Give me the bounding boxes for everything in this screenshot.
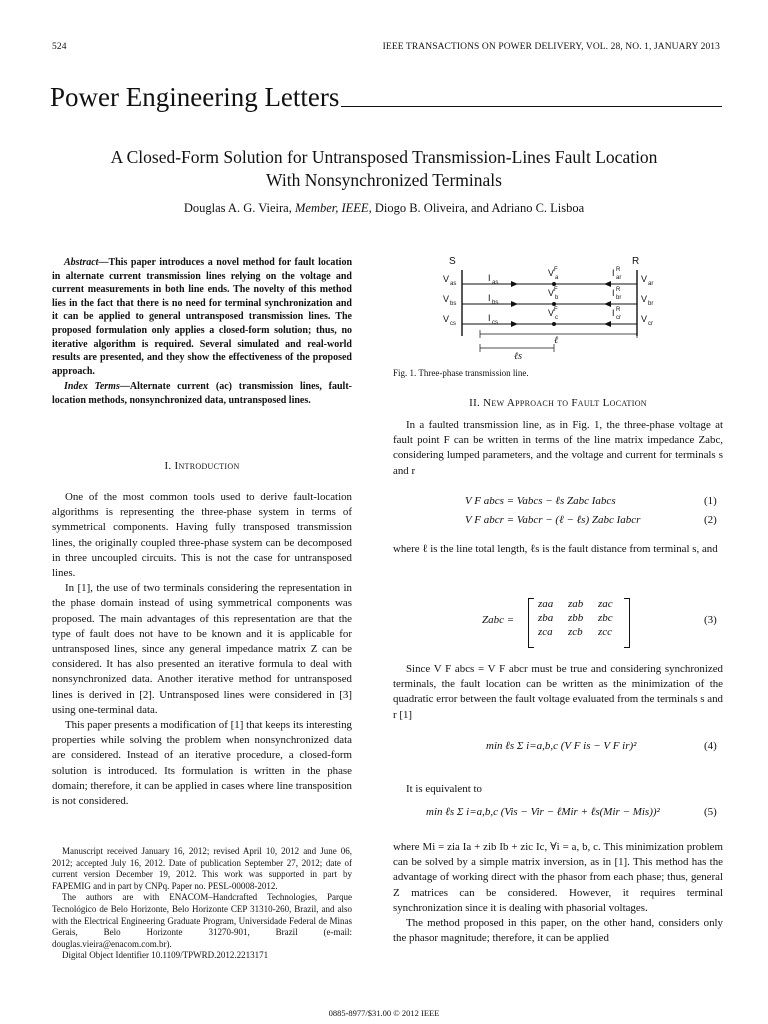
label-vbr: V <box>641 294 648 304</box>
paper-title-line1: A Closed-Form Solution for Untransposed Transmission-Lines Fault Location <box>110 147 658 167</box>
section2-p4-text: It is equivalent to <box>406 783 482 795</box>
label-iar-sup: R <box>616 267 621 273</box>
equation-2-number: (2) <box>704 514 717 526</box>
equation-5: min ℓs Σ i=a,b,c (Vis − Vir − ℓMir + ℓs(Mir − Mis))² <box>426 806 660 818</box>
label-length-total: ℓ <box>554 335 559 346</box>
label-icr: I <box>612 308 615 318</box>
matrix-cell: zaa <box>538 598 554 610</box>
matrix-left-bracket <box>528 598 534 648</box>
matrix-cell: zab <box>568 598 584 610</box>
label-ias-sub: as <box>492 280 499 286</box>
intro-paragraph-3: This paper presents a modification of [1] that keeps its interesting properties while solving the problem when nonsynchronized data are considered. Instead of an iterative procedure, a closed-form solution is introduced. Its formulation is written in the phase domain; therefore, it can be applied in cases where line transposition is not considered. <box>52 719 352 808</box>
page-footer: 0885-8977/$31.00 © 2012 IEEE <box>328 1008 440 1018</box>
label-vas-sub: as <box>450 281 457 287</box>
section2-p6-text: The method proposed in this paper, on the other hand, considers only the phasor magnitude; therefore, it can be applied <box>393 917 723 945</box>
label-vas: V <box>443 274 450 284</box>
intro-heading-text: Introduction <box>174 460 240 472</box>
label-vfc: V <box>548 308 555 318</box>
section-title <box>50 82 722 113</box>
intro-heading <box>52 460 352 472</box>
footnote-manuscript: Manuscript received January 16, 2012; revised April 10, 2012 and June 06, 2012; accepted July 16, 2012. Date of publication September 27, 2012; date of current version December 19, 2012. This work was supported in part by FAPEMIG and in part by CNPq. Paper no. PESL-00008-2012. <box>52 846 352 891</box>
abstract <box>52 256 352 378</box>
section2-heading-num: II. <box>469 397 481 409</box>
label-ics-sub: cs <box>492 320 498 326</box>
section2-p5-text: where Mi = zia Ia + zib Ib + zic Ic, ∀i = a, b, c. This minimization problem can be solved by a simple matrix inversion, as in [1]. This method has the advantage of working direct with the phasor from each phase; thus, general Z matrices can be considered. However, it requires terminal synchronization since it is dealing with phasorial voltages. <box>393 841 723 914</box>
label-vbs-sub: bs <box>450 301 457 307</box>
label-vcs-sub: cs <box>450 321 456 327</box>
equation-3-number: (3) <box>704 614 717 626</box>
label-iar: I <box>612 268 615 278</box>
matrix-cell: zac <box>598 598 613 610</box>
matrix-cell: zca <box>538 626 553 638</box>
intro-heading-num: I. <box>164 460 172 472</box>
index-terms <box>52 380 352 407</box>
section2-paragraph-2 <box>393 542 723 557</box>
label-ibr-sup: R <box>616 287 621 293</box>
matrix-cell: zba <box>538 612 554 624</box>
label-var-sub: ar <box>648 281 654 287</box>
section2-p1-text: In a faulted transmission line, as in Fig. 1, the three-phase voltage at fault point F can be written in terms of the line matrix impedance Zabc, considering lumped parameters, and the voltage and current for terminals s and r <box>393 419 723 477</box>
terminal-r-label: R <box>632 256 640 267</box>
label-vfb-sub: b <box>555 295 559 301</box>
equation-4-number: (4) <box>704 740 717 752</box>
author-1-role: Member, IEEE, <box>294 201 372 215</box>
equation-5-number: (5) <box>704 806 717 818</box>
footnote <box>52 846 352 962</box>
index-terms-lead: Index Terms <box>64 381 120 392</box>
label-length-fault: ℓs <box>514 351 523 362</box>
page-number: 524 <box>52 42 67 52</box>
label-ibs: I <box>488 293 491 303</box>
author-1: Douglas A. G. Vieira, <box>183 201 292 215</box>
paper-title <box>40 146 728 192</box>
section2-heading-text: New Approach to Fault Location <box>483 397 647 409</box>
label-vcr-sub: cr <box>648 321 653 327</box>
section2-p3-text: Since V F abcs = V F abcr must be true and considering synchronized terminals, the fault location can be written as the minimization of the quadratic error between the fault voltage evaluated from the terminals s and r [1] <box>393 663 723 721</box>
footnote-doi: Digital Object Identifier 10.1109/TPWRD.2012.2213171 <box>62 950 269 961</box>
title-rule <box>341 106 722 107</box>
intro-paragraph-2: In [1], the use of two terminals considering the representation in the phase domain instead of using symmetrical components was proposed. The main advantages of this representation are that the type of fault does not have to be known and it is applicable for untransposed lines, since any general impedance matrix Z can be considered. It has also presented an iterative formula to deal with nonsynchronized data. Another iterative method for untransposed lines is derived in [2]. Untransposed lines were considered in [3] using one-terminal data. <box>52 582 352 716</box>
section2-heading <box>393 397 723 409</box>
label-vfb-sup: F <box>554 287 558 293</box>
matrix-cell: zbb <box>568 612 584 624</box>
three-phase-line-figure <box>440 252 672 362</box>
section2-p2-text: where ℓ is the line total length, ℓs is the fault distance from terminal s, and <box>393 543 718 555</box>
section2-paragraph-3 <box>393 662 723 723</box>
equation-3-lhs: Zabc = <box>482 614 515 626</box>
label-vfb: V <box>548 288 555 298</box>
equation-1-number: (1) <box>704 495 717 507</box>
label-iar-sub: ar <box>616 275 622 281</box>
label-icr-sub: cr <box>616 315 621 321</box>
section2-paragraph-5 <box>393 840 723 946</box>
abstract-lead: Abstract <box>64 257 99 268</box>
label-vbs: V <box>443 294 450 304</box>
label-ibr: I <box>612 288 615 298</box>
impedance-matrix <box>538 598 628 638</box>
equation-1: V F abcs = Vabcs − ℓs Zabc Iabcs <box>465 495 616 507</box>
section-title-text: Power Engineering Letters <box>50 82 340 112</box>
equation-2: V F abcr = Vabcr − (ℓ − ℓs) Zabc Iabcr <box>465 514 641 526</box>
label-ics: I <box>488 313 491 323</box>
matrix-cell: zcb <box>568 626 583 638</box>
figure-caption: Fig. 1. Three-phase transmission line. <box>393 368 529 378</box>
matrix-cell: zbc <box>598 612 613 624</box>
footnote-affiliation: The authors are with ENACOM–Handcrafted Technologies, Parque Tecnológico de Belo Horizonte, Belo Horizonte CEP 31310-260, Brazil, and also with the Electrical Engineering Graduate Program, Universidade Federal de Minas Gerais, Belo Horizonte 31270-901, Brazil (e-mail: douglas.vieira@enacom.com.br). <box>52 892 352 949</box>
label-vbr-sub: br <box>648 301 654 307</box>
section2-paragraph-4 <box>393 782 723 797</box>
label-vfc-sub: c <box>555 315 558 321</box>
journal-header: IEEE TRANSACTIONS ON POWER DELIVERY, VOL. 28, NO. 1, JANUARY 2013 <box>382 42 720 52</box>
label-ibs-sub: bs <box>492 300 499 306</box>
equation-4: min ℓs Σ i=a,b,c (V F is − V F ir)² <box>486 740 637 752</box>
index-terms-text: —Alternate current (ac) transmission lines, fault-location methods, nonsynchronized data, untransposed lines. <box>52 381 352 406</box>
matrix-right-bracket <box>624 598 630 648</box>
intro-paragraph-1: One of the most common tools used to derive fault-location algorithms is representing the three-phase system in terms of symmetrical components. Having fully transposed transmission lines, the originally coupled three-phase system can be decomposed in three uncoupled circuits. This is not the case for untransposed lines. <box>52 491 352 580</box>
matrix-cell: zcc <box>598 626 613 638</box>
terminal-s-label: S <box>449 256 456 267</box>
label-vcs: V <box>443 314 450 324</box>
label-vfa-sup: F <box>554 267 558 273</box>
abstract-text: —This paper introduces a novel method for fault location in alternate current transmission lines relying on the voltage and current measurements in both line ends. The novelty of this method lies in the fact that there is no need for terminal synchronization and it can be applied to general untransposed transmission lines. The proposed formulation only applies a closed-form solution; thus, no iterative algorithm is required. Several simulated and real-world results are presented, and they show the effectiveness of the proposed approach. <box>52 257 352 377</box>
label-var: V <box>641 274 648 284</box>
label-icr-sup: R <box>616 307 621 313</box>
authors <box>40 201 728 216</box>
label-vfc-sup: F <box>554 307 558 313</box>
label-vcr: V <box>641 314 648 324</box>
label-vfa-sub: a <box>555 275 559 281</box>
section2-paragraph-1 <box>393 418 723 479</box>
paper-title-line2: With Nonsynchronized Terminals <box>266 170 502 190</box>
intro-body <box>52 490 352 809</box>
label-ibr-sub: br <box>616 295 622 301</box>
label-vfa: V <box>548 268 555 278</box>
label-ias: I <box>488 273 491 283</box>
authors-rest: Diogo B. Oliveira, and Adriano C. Lisboa <box>374 201 585 215</box>
